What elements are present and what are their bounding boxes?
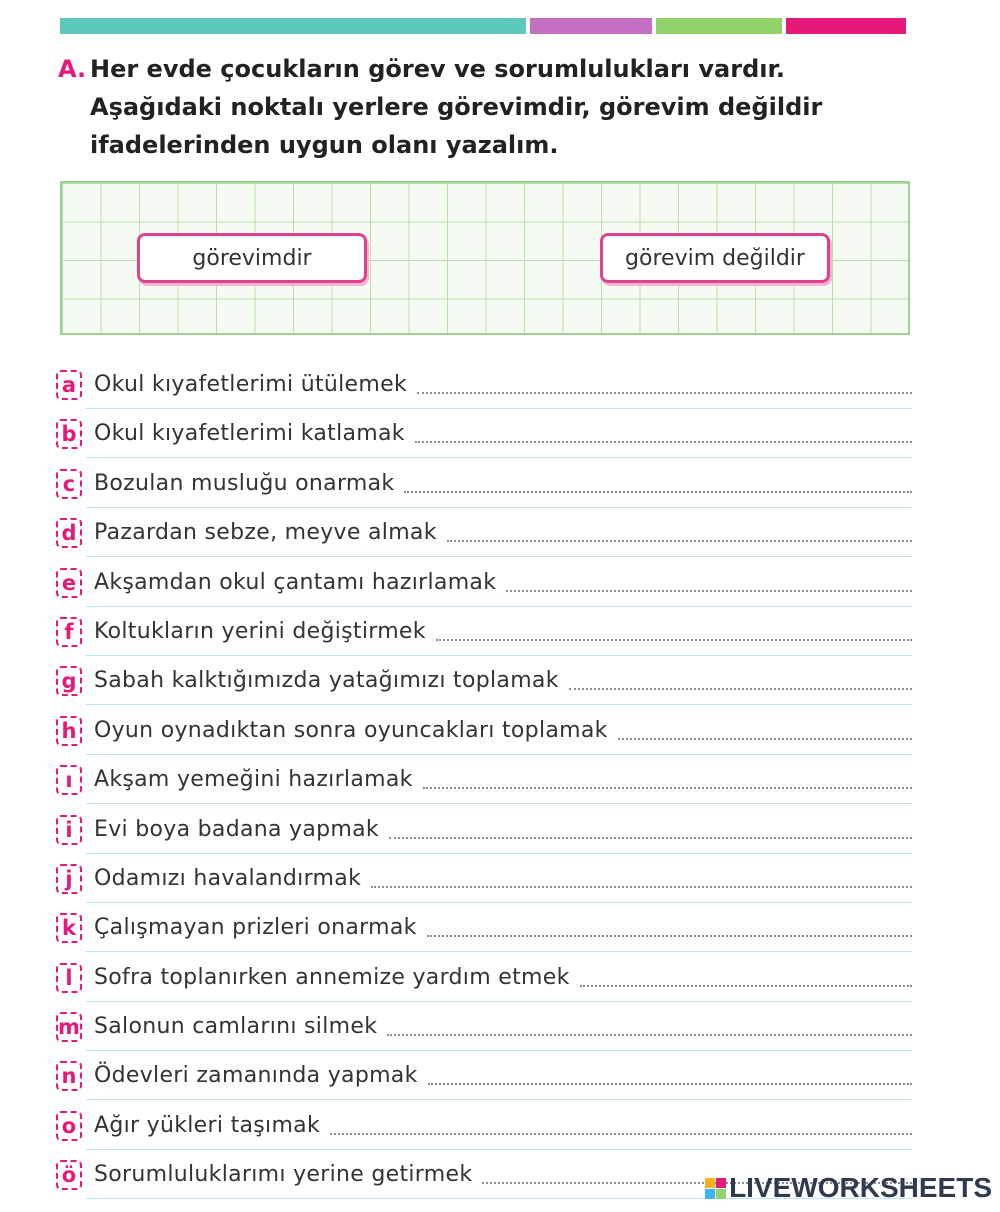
item-letter-badge: g [56, 666, 82, 696]
color-bar-purple [530, 18, 652, 34]
top-color-bar [60, 18, 910, 34]
writing-line [86, 704, 912, 705]
item-letter-badge: n [56, 1061, 82, 1091]
answer-blank[interactable] [428, 1057, 912, 1085]
list-item [56, 959, 912, 1008]
item-text: Sabah kalktığımızda yatağımızı toplamak [94, 668, 559, 694]
answer-blank[interactable] [371, 860, 912, 888]
writing-line [86, 902, 912, 903]
answer-blank[interactable] [423, 761, 912, 789]
item-letter-badge: e [56, 568, 82, 598]
item-letter-badge: f [56, 617, 82, 647]
item-text: Pazardan sebze, meyve almak [94, 520, 437, 546]
item-letter-badge: m [56, 1012, 82, 1042]
answer-blank[interactable] [404, 465, 912, 493]
list-item [56, 1107, 912, 1156]
list-item [56, 1008, 912, 1057]
list-item [56, 415, 912, 464]
item-text: Bozulan musluğu onarmak [94, 470, 395, 496]
answer-blank[interactable] [389, 811, 912, 839]
option-gorevim-degildir[interactable]: görevim değildir [600, 233, 830, 283]
answer-blank[interactable] [580, 959, 912, 987]
list-item [56, 860, 912, 909]
item-letter-badge: h [56, 716, 82, 746]
writing-line [86, 853, 912, 854]
item-letter-badge: o [56, 1111, 82, 1141]
color-bar-green [656, 18, 782, 34]
item-text: Evi boya badana yapmak [94, 816, 379, 842]
item-letter-badge: ö [56, 1160, 82, 1190]
writing-line [86, 408, 912, 409]
answer-blank[interactable] [447, 514, 912, 542]
writing-line [86, 655, 912, 656]
item-letter-badge: ı [56, 765, 82, 795]
item-text: Ağır yükleri taşımak [94, 1112, 320, 1138]
exercise-list [56, 366, 912, 1206]
item-text: Oyun oynadıktan sonra oyuncakları toplamak [94, 717, 608, 743]
item-letter-badge: d [56, 518, 82, 548]
answer-blank[interactable] [506, 564, 912, 592]
item-letter-badge: b [56, 419, 82, 449]
item-text: Koltukların yerini değiştirmek [94, 618, 426, 644]
answer-blank[interactable] [569, 662, 912, 690]
instruction [58, 50, 918, 164]
option-gorevimdir[interactable]: görevimdir [137, 233, 367, 283]
logo-mark-icon [705, 1178, 726, 1199]
item-text: Akşam yemeğini hazırlamak [94, 767, 413, 793]
list-item [56, 761, 912, 810]
answer-blank[interactable] [427, 909, 912, 937]
item-text: Okul kıyafetlerimi katlamak [94, 421, 405, 447]
item-text: Ödevleri zamanında yapmak [94, 1063, 418, 1089]
list-item [56, 662, 912, 711]
answer-blank[interactable] [330, 1107, 912, 1135]
item-text: Odamızı havalandırmak [94, 865, 362, 891]
writing-line [86, 754, 912, 755]
item-letter-badge: j [56, 864, 82, 894]
answer-blank[interactable] [415, 415, 912, 443]
item-letter-badge: a [56, 370, 82, 400]
item-letter-badge: k [56, 913, 82, 943]
writing-line [86, 951, 912, 952]
writing-line [86, 1149, 912, 1150]
list-item [56, 465, 912, 514]
list-item [56, 811, 912, 860]
item-letter-badge: l [56, 963, 82, 993]
color-bar-teal [60, 18, 526, 34]
writing-line [86, 1050, 912, 1051]
writing-line [86, 457, 912, 458]
item-text: Sofra toplanırken annemize yardım etmek [94, 964, 570, 990]
list-item [56, 909, 912, 958]
list-item [56, 712, 912, 761]
item-letter-badge: c [56, 469, 82, 499]
writing-line [86, 507, 912, 508]
instruction-text: Her evde çocukların görev ve sorumlulukları vardır. Aşağıdaki noktalı yerlere görevimdir, görevim değildir ifadelerinden uygun olanı yazalım. [90, 55, 823, 159]
writing-line [86, 1001, 912, 1002]
answer-blank[interactable] [417, 366, 912, 394]
color-bar-pink [786, 18, 906, 34]
writing-line [86, 803, 912, 804]
item-text: Akşamdan okul çantamı hazırlamak [94, 569, 497, 595]
list-item [56, 1057, 912, 1106]
list-item [56, 564, 912, 613]
answer-blank[interactable] [387, 1008, 912, 1036]
logo-text: LIVEWORKSHEETS [729, 1172, 992, 1203]
answer-blank[interactable] [436, 613, 912, 641]
item-letter-badge: i [56, 815, 82, 845]
answer-blank[interactable] [618, 712, 912, 740]
list-item [56, 613, 912, 662]
list-item [56, 366, 912, 415]
writing-line [86, 556, 912, 557]
writing-line [86, 606, 912, 607]
item-text: Okul kıyafetlerimi ütülemek [94, 372, 407, 397]
liveworksheets-logo [705, 1172, 992, 1204]
list-item [56, 514, 912, 563]
item-text: Çalışmayan prizleri onarmak [94, 915, 417, 941]
item-text: Sorumluluklarımı yerine getirmek [94, 1162, 473, 1188]
instruction-letter: A. [58, 55, 87, 83]
writing-line [86, 1099, 912, 1100]
item-text: Salonun camlarını silmek [94, 1014, 378, 1040]
